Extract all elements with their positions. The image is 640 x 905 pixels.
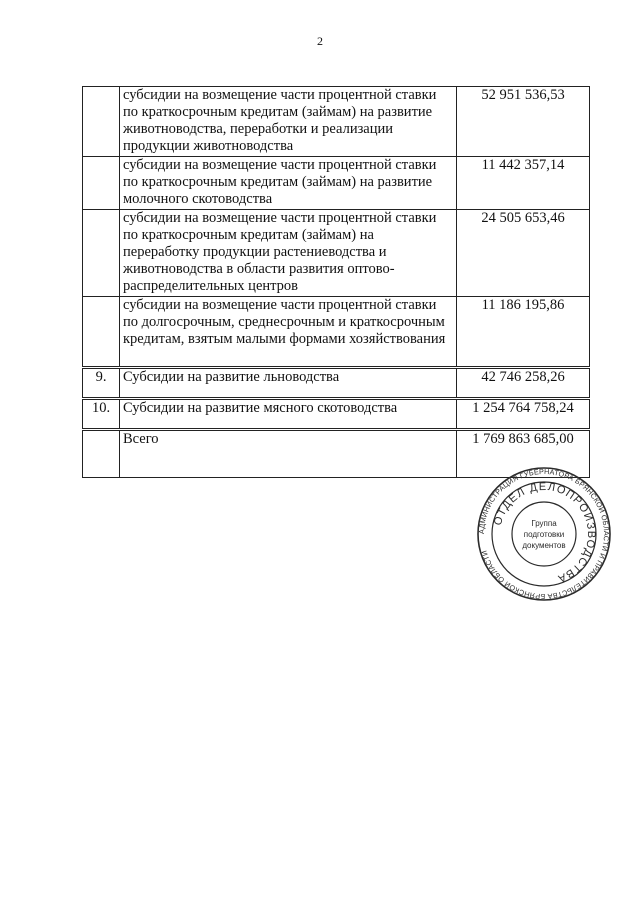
row-description: субсидии на возмещение части процентной ставки по краткосрочным кредитам (займам) на развитие молочного скотоводства [120, 157, 457, 210]
stamp-center-line-1: Группа [531, 519, 557, 528]
row-amount: 11 186 195,86 [457, 297, 590, 368]
row-amount: 24 505 653,46 [457, 210, 590, 297]
row-number [83, 297, 120, 368]
stamp-center-line-3: документов [522, 541, 566, 550]
row-description: Всего [120, 430, 457, 478]
row-amount: 1 254 764 758,24 [457, 399, 590, 430]
stamp-outer-text: АДМИНИСТРАЦИЯ ГУБЕРНАТОРА БРЯНСКОЙ ОБЛАСТИ И ПРАВИТЕЛЬСТВА БРЯНСКОЙ ОБЛАСТИ [476, 466, 612, 602]
row-number [83, 210, 120, 297]
stamp-center-line-2: подготовки [523, 530, 565, 539]
row-amount: 42 746 258,26 [457, 368, 590, 399]
row-description: субсидии на возмещение части процентной ставки по долгосрочным, среднесрочным и краткосрочным кредитам, взятым малыми формами хозяйствования [120, 297, 457, 368]
table-row [83, 399, 590, 430]
row-description: субсидии на возмещение части процентной ставки по краткосрочным кредитам (займам) на переработку продукции растениеводства и животноводства в области развития оптово-распределительных центров [120, 210, 457, 297]
row-amount: 52 951 536,53 [457, 87, 590, 157]
table-row [83, 210, 590, 297]
row-number [83, 87, 120, 157]
page-number: 2 [317, 34, 323, 48]
subsidy-table [82, 86, 590, 478]
row-description: Субсидии на развитие льноводства [120, 368, 457, 399]
table-row [83, 87, 590, 157]
stamp-ring-text: ОТДЕЛ ДЕЛОПРОИЗВОДСТВА [491, 480, 598, 585]
row-amount: 11 442 357,14 [457, 157, 590, 210]
row-description: субсидии на возмещение части процентной ставки по краткосрочным кредитам (займам) на развитие животноводства, переработки и реализации продукции животноводства [120, 87, 457, 157]
row-number: 9. [83, 368, 120, 399]
row-amount: 1 769 863 685,00 [457, 430, 590, 478]
row-number: 10. [83, 399, 120, 430]
row-number [83, 157, 120, 210]
table-row [83, 157, 590, 210]
official-stamp [476, 466, 612, 602]
table-row [83, 368, 590, 399]
row-description: Субсидии на развитие мясного скотоводства [120, 399, 457, 430]
row-number [83, 430, 120, 478]
table-row [83, 297, 590, 368]
